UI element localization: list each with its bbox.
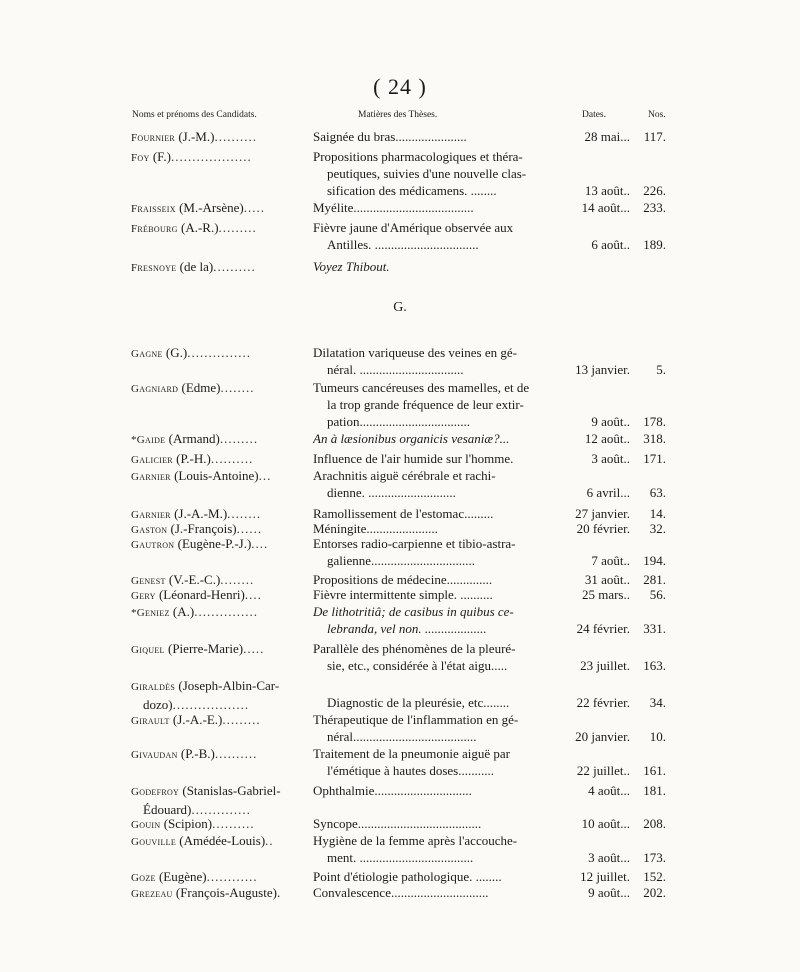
candidate-surname: Garnier xyxy=(131,471,171,483)
leader-dots: .. xyxy=(265,833,274,848)
defense-date: 23 juillet. xyxy=(580,658,630,673)
candidate-name xyxy=(131,219,309,238)
leader-dots: .............. xyxy=(191,802,251,817)
thesis-line: Influence de l'air humide sur l'homme. xyxy=(313,451,514,466)
thesis-number: 189. xyxy=(643,237,666,252)
thesis-subject xyxy=(313,832,555,866)
thesis-line: Entorses radio-carpienne et tibio-astra- xyxy=(313,536,516,551)
header-names: Noms et prénoms des Candidats. xyxy=(132,110,257,120)
leader-dots: ...... xyxy=(236,521,263,536)
thesis-line: dienne. ........................... xyxy=(327,485,456,500)
defense-date: 31 août.. xyxy=(584,572,630,587)
thesis-line: Propositions de médecine.............. xyxy=(313,572,493,587)
leader-dots: .......... xyxy=(213,259,256,274)
candidate-given-names: (Amédée-Louis) xyxy=(179,833,266,848)
defense-date: 12 juillet. xyxy=(580,869,630,884)
leader-dots: ............... xyxy=(187,345,251,360)
leader-dots: ........ xyxy=(227,506,262,521)
thesis-number: 32. xyxy=(649,521,666,536)
thesis-number: 152. xyxy=(643,869,666,884)
candidate-surname: Gaston xyxy=(131,524,168,536)
candidate-name xyxy=(131,379,309,398)
thesis-line: An à læsionibus organicis vesaniæ?... xyxy=(313,431,510,446)
candidate-given-names: (Pierre-Marie) xyxy=(168,641,244,656)
candidate-given-names: (Léonard-Henri) xyxy=(158,587,245,602)
thesis-number: 117. xyxy=(643,129,666,144)
thesis-line: Fièvre jaune d'Amérique observée aux xyxy=(313,220,514,235)
leader-dots: .......... xyxy=(214,746,258,761)
candidate-surname: Frébourg xyxy=(131,223,178,235)
candidate-given-names: (Scipion) xyxy=(163,816,213,831)
thesis-line: Thérapeutique de l'inflammation en gé- xyxy=(313,712,519,727)
candidate-name xyxy=(131,199,309,218)
thesis-line: Hygiène de la femme après l'accouche- xyxy=(313,833,518,848)
section-letter-g: G. xyxy=(393,300,407,315)
candidate-given-names-continued: dozo) xyxy=(143,697,173,712)
candidate-name xyxy=(131,603,309,622)
candidate-given-names: (Stanislas-Gabriel- xyxy=(182,783,281,798)
thesis-number: 208. xyxy=(643,816,666,831)
defense-date: 24 février. xyxy=(576,621,630,636)
candidate-given-names: (Louis-Antoine) xyxy=(174,468,259,483)
leader-dots: .......... xyxy=(214,129,257,144)
thesis-number: 171. xyxy=(643,451,666,466)
candidate-surname: Gagne xyxy=(131,348,163,360)
candidate-given-names: (Joseph-Albin-Car- xyxy=(178,678,280,693)
thesis-line: Propositions pharmacologiques et théra- xyxy=(313,149,523,164)
candidate-given-names-continued: Édouard) xyxy=(143,802,192,817)
candidate-given-names: (de la) xyxy=(179,259,214,274)
thesis-subject xyxy=(313,430,555,447)
thesis-line: ment. ................................... xyxy=(327,850,474,865)
thesis-number: 173. xyxy=(643,850,666,865)
thesis-number: 161. xyxy=(643,763,666,778)
thesis-line: Voyez Thibout. xyxy=(313,259,390,274)
leader-dots: ... xyxy=(258,468,272,483)
candidate-surname: Fournier xyxy=(131,132,176,144)
defense-date: 25 mars.. xyxy=(581,587,630,602)
defense-date: 9 août... xyxy=(588,885,630,900)
thesis-subject xyxy=(313,745,555,779)
thesis-subject xyxy=(313,586,555,603)
thesis-line: Méningite...................... xyxy=(313,521,438,536)
leader-dots: ................... xyxy=(170,149,252,164)
thesis-line: Arachnitis aiguë cérébrale et rachi- xyxy=(313,468,496,483)
candidate-surname: Gouin xyxy=(131,819,161,831)
thesis-number: 56. xyxy=(649,587,666,602)
thesis-subject xyxy=(313,128,555,145)
thesis-line: Dilatation variqueuse des veines en gé- xyxy=(313,345,517,360)
candidate-given-names: (A.-R.) xyxy=(181,220,219,235)
candidate-given-names: (P.-H.) xyxy=(176,451,211,466)
leader-dots: ..... xyxy=(243,200,265,215)
candidate-surname: Gagniard xyxy=(131,383,179,395)
candidate-name xyxy=(131,640,309,659)
thesis-number: 233. xyxy=(643,200,666,215)
thesis-subject xyxy=(313,640,555,674)
defense-date: 9 août.. xyxy=(591,414,630,429)
leader-dots: .... xyxy=(244,587,262,602)
thesis-line: Point d'étiologie pathologique. ........ xyxy=(313,869,502,884)
candidate-surname: Galicier xyxy=(131,454,173,466)
candidate-surname: Foy xyxy=(131,152,150,164)
leader-dots: .......... xyxy=(210,451,254,466)
leader-dots: ......... xyxy=(219,431,259,446)
thesis-subject xyxy=(313,258,555,275)
thesis-line: Parallèle des phénomènes de la pleuré- xyxy=(313,641,516,656)
thesis-number: 318. xyxy=(643,431,666,446)
candidate-surname: Fraisseix xyxy=(131,203,176,215)
thesis-line: Fièvre intermittente simple. .......... xyxy=(313,587,493,602)
thesis-line: la trop grande fréquence de leur extir- xyxy=(327,397,524,412)
candidate-surname: Givaudan xyxy=(131,749,178,761)
candidate-given-names: (Edme) xyxy=(181,380,221,395)
thesis-line: sification des médicamens. ........ xyxy=(327,183,497,198)
thesis-number: 226. xyxy=(643,183,666,198)
candidate-given-names: (J.-A.-M.) xyxy=(174,506,228,521)
candidate-surname: Genest xyxy=(131,575,166,587)
candidate-given-names: (Eugène-P.-J.) xyxy=(177,536,252,551)
candidate-given-names: (Armand) xyxy=(168,431,220,446)
thesis-number: 10. xyxy=(649,729,666,744)
candidate-name xyxy=(131,832,309,851)
thesis-line: néral...................................... xyxy=(327,729,477,744)
thesis-subject xyxy=(313,815,555,832)
candidate-name xyxy=(131,535,309,554)
thesis-line: pation.................................. xyxy=(327,414,470,429)
thesis-subject xyxy=(313,603,555,637)
thesis-number: 181. xyxy=(643,783,666,798)
thesis-line: Ophthalmie.............................. xyxy=(313,783,472,798)
thesis-subject xyxy=(313,450,555,467)
thesis-subject xyxy=(313,344,555,378)
header-matters: Matières des Thèses. xyxy=(358,110,438,120)
thesis-line: peutiques, suivies d'une nouvelle clas- xyxy=(327,166,527,181)
thesis-line: lebranda, vel non. ................... xyxy=(327,621,487,636)
candidate-surname: *Gaide xyxy=(131,434,166,446)
candidate-name xyxy=(131,344,309,363)
thesis-line: Tumeurs cancéreuses des mamelles, et de xyxy=(313,380,530,395)
candidate-surname: Giquel xyxy=(131,644,165,656)
thesis-number: 5. xyxy=(656,362,666,377)
candidate-surname: Gery xyxy=(131,590,156,602)
thesis-subject xyxy=(313,148,555,199)
candidate-surname: Goze xyxy=(131,872,156,884)
defense-date: 3 août... xyxy=(588,850,630,865)
thesis-line: néral. ................................ xyxy=(327,362,464,377)
candidate-given-names: (M.-Arsène) xyxy=(179,200,244,215)
candidate-given-names: (J.-M.) xyxy=(178,129,215,144)
candidate-name xyxy=(131,430,309,449)
defense-date: 20 février. xyxy=(576,521,630,536)
leader-dots: ..... xyxy=(243,641,265,656)
thesis-subject xyxy=(313,782,555,799)
thesis-line: Diagnostic de la pleurésie, etc........ xyxy=(327,695,510,710)
defense-date: 14 août... xyxy=(581,200,630,215)
defense-date: 22 juillet.. xyxy=(576,763,630,778)
thesis-line: Ramollissement de l'estomac......... xyxy=(313,506,494,521)
thesis-subject xyxy=(313,379,555,430)
thesis-subject xyxy=(313,467,555,501)
defense-date: 6 avril... xyxy=(586,485,630,500)
defense-date: 7 août.. xyxy=(591,553,630,568)
thesis-number: 202. xyxy=(643,885,666,900)
leader-dots: ......... xyxy=(222,712,261,727)
thesis-line: l'émétique à hautes doses........... xyxy=(327,763,494,778)
leader-dots: ............... xyxy=(194,604,258,619)
defense-date: 3 août.. xyxy=(591,451,630,466)
leader-dots: ........ xyxy=(220,380,255,395)
candidate-name xyxy=(131,711,309,730)
thesis-line: De lithotritiâ; de casibus in quibus ce- xyxy=(313,604,514,619)
leader-dots: .......... xyxy=(212,816,255,831)
defense-date: 13 janvier. xyxy=(575,362,630,377)
candidate-surname: Girault xyxy=(131,715,170,727)
defense-date: 12 août.. xyxy=(584,431,630,446)
thesis-number: 14. xyxy=(649,506,666,521)
candidate-name xyxy=(131,148,309,167)
candidate-name xyxy=(131,467,309,486)
defense-date: 13 août.. xyxy=(584,183,630,198)
thesis-line: Saignée du bras...................... xyxy=(313,129,467,144)
thesis-line: Syncope...................................... xyxy=(313,816,482,831)
candidate-surname: *Geniez xyxy=(131,607,170,619)
candidate-name xyxy=(131,884,309,903)
thesis-subject xyxy=(313,711,555,745)
candidate-surname: Gautron xyxy=(131,539,175,551)
candidate-given-names: (J.-A.-E.) xyxy=(172,712,223,727)
thesis-number: 281. xyxy=(643,572,666,587)
candidate-surname: Garnier xyxy=(131,509,171,521)
defense-date: 22 février. xyxy=(576,695,630,710)
candidate-surname: Gouville xyxy=(131,836,176,848)
thesis-number: 331. xyxy=(643,621,666,636)
leader-dots: .... xyxy=(251,536,269,551)
thesis-subject xyxy=(313,677,555,711)
thesis-number: 178. xyxy=(643,414,666,429)
candidate-name xyxy=(131,128,309,147)
thesis-line: sie, etc., considérée à l'état aigu..... xyxy=(327,658,508,673)
candidate-given-names: (V.-E.-C.) xyxy=(168,572,221,587)
defense-date: 28 mai... xyxy=(584,129,630,144)
thesis-number: 34. xyxy=(649,695,666,710)
candidate-name xyxy=(131,258,309,277)
thesis-subject xyxy=(313,868,555,885)
thesis-subject xyxy=(313,219,555,253)
candidate-name xyxy=(131,677,309,713)
candidate-surname: Giraldès xyxy=(131,681,176,693)
leader-dots: .................. xyxy=(172,697,250,712)
defense-date: 10 août... xyxy=(581,816,630,831)
candidate-given-names: (A.) xyxy=(172,604,195,619)
header-numbers: Nos. xyxy=(648,110,666,120)
candidate-given-names: (Eugène) xyxy=(158,869,207,884)
candidate-given-names: (P.-B.) xyxy=(180,746,215,761)
candidate-name xyxy=(131,782,309,818)
thesis-line: Convalescence.............................. xyxy=(313,885,489,900)
leader-dots: ......... xyxy=(218,220,257,235)
defense-date: 4 août... xyxy=(588,783,630,798)
candidate-surname: Grezeau xyxy=(131,888,173,900)
thesis-subject xyxy=(313,535,555,569)
candidate-name xyxy=(131,745,309,764)
candidate-surname: Godefroy xyxy=(131,786,180,798)
candidate-given-names: (F.) xyxy=(152,149,171,164)
thesis-line: galienne................................ xyxy=(327,553,476,568)
defense-date: 6 août.. xyxy=(591,237,630,252)
candidate-surname: Fresnoye xyxy=(131,262,177,274)
leader-dots: ........ xyxy=(220,572,255,587)
defense-date: 20 janvier. xyxy=(575,729,630,744)
thesis-subject xyxy=(313,199,555,216)
candidate-given-names: (François-Auguste). xyxy=(175,885,281,900)
thesis-line: Traitement de la pneumonie aiguë par xyxy=(313,746,510,761)
thesis-line: Myélite..................................... xyxy=(313,200,474,215)
candidate-given-names: (J.-François) xyxy=(170,521,237,536)
thesis-number: 63. xyxy=(649,485,666,500)
thesis-number: 163. xyxy=(643,658,666,673)
thesis-line: Antilles. ................................ xyxy=(327,237,479,252)
candidate-given-names: (G.) xyxy=(165,345,188,360)
thesis-number: 194. xyxy=(643,553,666,568)
thesis-line xyxy=(313,677,555,694)
leader-dots: ............ xyxy=(206,869,258,884)
page-number: ( 24 ) xyxy=(373,74,427,99)
defense-date: 27 janvier. xyxy=(575,506,630,521)
header-dates: Dates. xyxy=(582,110,607,120)
thesis-subject xyxy=(313,884,555,901)
